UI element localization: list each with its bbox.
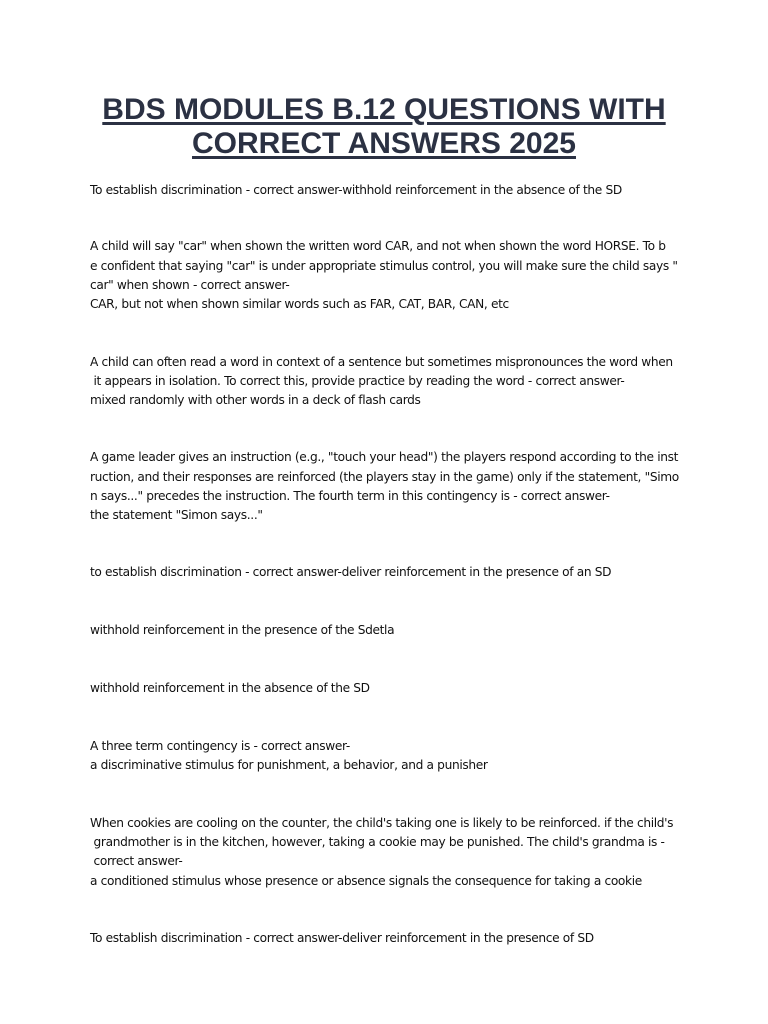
text-line: e confident that saying "car" is under appropriate stimulus control, you will make sure the child says " [90, 259, 678, 273]
text-line: A three term contingency is - correct answer- [90, 739, 350, 753]
title-line: BDS MODULES B.12 QUESTIONS WITH [102, 93, 666, 126]
text-line: A child can often read a word in context of a sentence but sometimes mispronounces the word when [90, 355, 673, 369]
text-line: to establish discrimination - correct answer-deliver reinforcement in the presence of an SD [90, 565, 612, 579]
text-line: A child will say "car" when shown the written word CAR, and not when shown the word HORSE. To b [90, 239, 666, 253]
text-line: CAR, but not when shown similar words such as FAR, CAT, BAR, CAN, etc [90, 297, 509, 311]
text-line: a conditioned stimulus whose presence or absence signals the consequence for taking a cookie [90, 874, 642, 888]
text-line: n says..." precedes the instruction. The fourth term in this contingency is - correct answer- [90, 489, 610, 503]
text-line: A game leader gives an instruction (e.g., "touch your head") the players respond according to the inst [90, 450, 679, 464]
text-line: ruction, and their responses are reinforced (the players stay in the game) only if the statement, "Simo [90, 470, 679, 484]
text-line: To establish discrimination - correct answer-withhold reinforcement in the absence of the SD [90, 183, 622, 197]
text-line: withhold reinforcement in the absence of the SD [90, 681, 370, 695]
text-line: correct answer- [90, 854, 183, 868]
text-line: it appears in isolation. To correct this, provide practice by reading the word - correct answer- [90, 374, 625, 388]
text-line: withhold reinforcement in the presence of the Sdetla [90, 623, 395, 637]
text-line: To establish discrimination - correct answer-deliver reinforcement in the presence of SD [90, 931, 594, 945]
document-title [60, 93, 708, 161]
text-line: grandmother is in the kitchen, however, taking a cookie may be punished. The child's grandma is - [90, 835, 665, 849]
text-line: a discriminative stimulus for punishment, a behavior, and a punisher [90, 758, 488, 772]
text-line: mixed randomly with other words in a deck of flash cards [90, 393, 421, 407]
text-line: the statement "Simon says..." [90, 508, 263, 522]
text-line: When cookies are cooling on the counter, the child's taking one is likely to be reinforced. if the child's [90, 816, 674, 830]
title-line: CORRECT ANSWERS 2025 [192, 127, 576, 160]
text-line: car" when shown - correct answer- [90, 278, 290, 292]
